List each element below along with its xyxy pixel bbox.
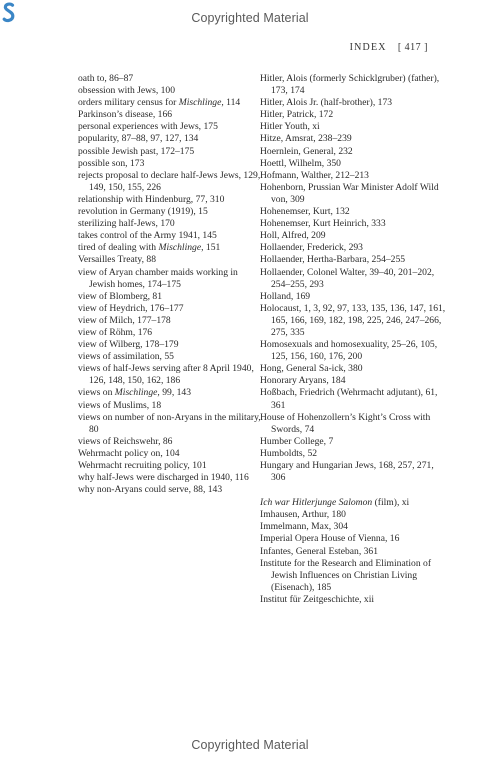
index-entry: Hohenemser, Kurt Heinrich, 333 [260, 218, 386, 230]
index-entry: takes control of the Army 1941, 145 [78, 230, 217, 242]
index-entry: Holl, Alfred, 209 [260, 230, 326, 242]
index-entry: why half-Jews were discharged in 1940, 116 [78, 472, 249, 484]
index-entry: Honorary Aryans, 184 [260, 375, 346, 387]
index-entry: Versailles Treaty, 88 [78, 254, 156, 266]
index-entry: view of Blomberg, 81 [78, 290, 163, 302]
index-entry [78, 387, 266, 399]
index-entry: Hitler, Alois (formerly Schicklgruber) (father), 173, 174 [260, 73, 440, 97]
entry-italic-term: Mischlinge [178, 97, 222, 109]
index-entry: relationship with Hindenburg, 77, 310 [78, 193, 225, 205]
index-entry: view of Heydrich, 176–177 [78, 302, 184, 314]
index-entry: Institute for the Research and Elimination of Jewish Influences on Christian Living (Eisenach), 185 [260, 557, 432, 593]
index-entry: why non-Aryans could serve, 88, 143 [78, 484, 223, 496]
entry-italic-term: Ich war Hitlerjunge Salomon [260, 497, 373, 509]
index-entry: Hoernlein, General, 232 [260, 145, 353, 157]
running-head [350, 42, 428, 53]
index-entry: Hohenemser, Kurt, 132 [260, 206, 350, 218]
index-entry: Institut für Zeitgeschichte, xii [260, 593, 375, 605]
index-entry: views of Muslims, 18 [78, 399, 162, 411]
index-entry: view of Milch, 177–178 [78, 314, 171, 326]
index-entry: sterilizing half-Jews, 170 [78, 218, 175, 230]
index-entry: Holland, 169 [260, 290, 311, 302]
index-entry: views on number of non-Aryans in the military, 80 [78, 411, 261, 435]
index-entry [260, 497, 450, 509]
index-entry: House of Hohenzollern’s Kight’s Cross with Swords, 74 [260, 411, 431, 435]
index-entry: Hoettl, Wilhelm, 350 [260, 157, 341, 169]
entry-text: (film), xi [372, 497, 410, 509]
index-entry: Hoßbach, Friedrich (Wehrmacht adjutant), 61, 361 [260, 387, 438, 411]
entry-group-gap [260, 484, 450, 497]
index-entry: Homosexuals and homosexuality, 25–26, 105, 125, 156, 160, 176, 200 [260, 339, 438, 363]
index-entry: Hungary and Hungarian Jews, 168, 257, 271, 306 [260, 460, 434, 484]
index-entry: Hohenborn, Prussian War Minister Adolf Wild von, 309 [260, 181, 439, 205]
index-entry: personal experiences with Jews, 175 [78, 121, 218, 133]
index-entry: views of half-Jews serving after 8 April 1940, 126, 148, 150, 162, 186 [78, 363, 254, 387]
index-entry: popularity, 87–88, 97, 127, 134 [78, 133, 199, 145]
index-entry [78, 97, 266, 109]
index-entry: Hofmann, Walther, 212–213 [260, 169, 369, 181]
index-column-right [260, 73, 450, 606]
entry-text: orders military census for [78, 97, 179, 109]
index-entry: Hitler, Alois Jr. (half-brother), 173 [260, 97, 393, 109]
index-entry: Imperial Opera House of Vienna, 16 [260, 533, 400, 545]
index-entry: Hollaender, Frederick, 293 [260, 242, 363, 254]
entry-italic-term: Mischlinge [158, 242, 202, 254]
index-entry: possible son, 173 [78, 157, 145, 169]
index-entry: Humber College, 7 [260, 435, 334, 447]
index-entry: view of Wilberg, 178–179 [78, 339, 179, 351]
copyright-banner-top: Copyrighted Material [191, 11, 309, 25]
index-entry: Wehrmacht recruiting policy, 101 [78, 460, 207, 471]
index-entry: views of assimilation, 55 [78, 351, 174, 363]
index-entry [78, 242, 266, 254]
entry-text: tired of dealing with [78, 242, 159, 254]
entry-italic-term: Mischlinge [114, 387, 158, 399]
index-entry: obsession with Jews, 100 [78, 85, 176, 97]
index-entry: Humboldts, 52 [260, 447, 318, 459]
index-entry: Infantes, General Esteban, 361 [260, 545, 379, 557]
section-title: INDEX [349, 42, 387, 53]
index-entry: Hitler Youth, xi [260, 121, 320, 133]
entry-text: views on [78, 387, 115, 399]
index-entry: Holocaust, 1, 3, 92, 97, 133, 135, 136, 147, 161, 165, 166, 169, 182, 198, 225, 246, 247–266, 275, 335 [260, 302, 446, 338]
page-number: [ 417 ] [397, 42, 428, 53]
entry-text: , 114 [221, 97, 241, 109]
index-column-left [78, 73, 266, 496]
index-entry: rejects proposal to declare half-Jews Jews, 129, 149, 150, 155, 226 [78, 169, 261, 193]
index-entry: Hollaender, Colonel Walter, 39–40, 201–202, 254–255, 293 [260, 266, 435, 290]
index-entry: revolution in Germany (1919), 15 [78, 206, 208, 218]
index-entry: Imhausen, Arthur, 180 [260, 509, 346, 521]
index-entry: Hitze, Amsrat, 238–239 [260, 133, 352, 145]
index-entry: Wehrmacht policy on, 104 [78, 447, 180, 459]
index-entry: views of Reichswehr, 86 [78, 435, 173, 447]
index-entry: oath to, 86–87 [78, 73, 134, 84]
index-entry: possible Jewish past, 172–175 [78, 145, 195, 157]
index-entry: Hong, General Sa-ick, 380 [260, 363, 363, 375]
entry-text: , 151 [201, 242, 221, 254]
copyright-banner-bottom: Copyrighted Material [191, 738, 309, 752]
index-entry: Parkinson’s disease, 166 [78, 109, 173, 121]
index-entry: view of Röhm, 176 [78, 326, 153, 338]
index-entry: Immelmann, Max, 304 [260, 521, 348, 533]
index-entry: view of Aryan chamber maids working in Jewish homes, 174–175 [78, 266, 238, 290]
entry-text: , 99, 143 [157, 387, 191, 399]
index-entry: Hitler, Patrick, 172 [260, 109, 334, 121]
index-entry: Hollaender, Hertha-Barbara, 254–255 [260, 254, 406, 266]
